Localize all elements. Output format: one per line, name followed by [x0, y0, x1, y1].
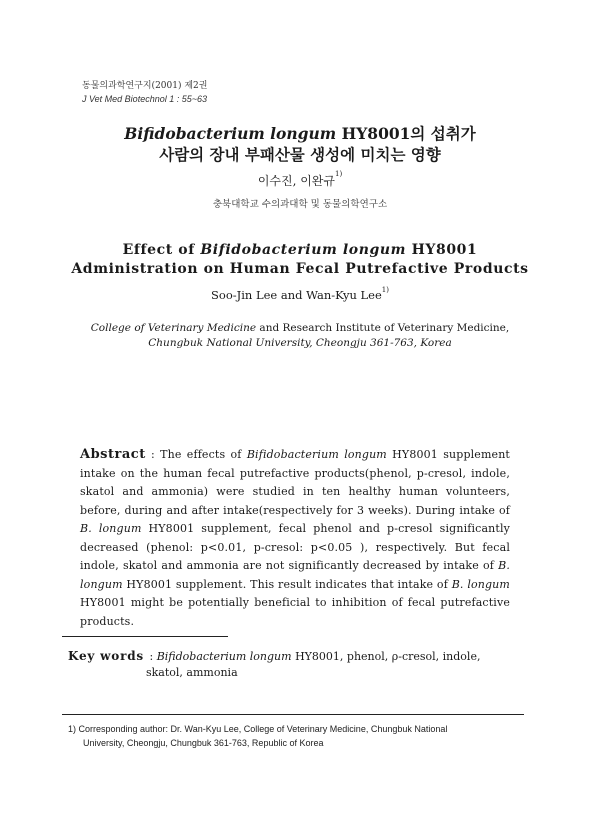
english-affiliation-college: College of Veterinary Medicine — [90, 322, 257, 334]
korean-authors — [0, 172, 600, 189]
english-authors — [0, 288, 600, 302]
english-author-footnote-mark: 1) — [381, 286, 389, 294]
abstract-text-1: : The effects of — [145, 448, 247, 461]
korean-author-names: 이수진, 이완규 — [257, 174, 335, 188]
korean-title-rest: HY8001의 섭취가 — [336, 124, 476, 143]
footnote-divider — [62, 714, 524, 715]
english-title-species: Bifidobacterium longum — [200, 242, 407, 258]
keywords-label: Key words — [68, 649, 144, 663]
english-affiliation-rest: and Research Institute of Veterinary Medicine, — [256, 322, 510, 334]
english-title-line2: Administration on Human Fecal Putrefactive Products — [71, 261, 529, 277]
korean-author-footnote-mark: 1) — [335, 170, 343, 178]
abstract-species-3: B. longum — [80, 559, 510, 591]
abstract-species-1: Bifidobacterium longum — [246, 448, 387, 461]
abstract-species-4: B. longum — [451, 577, 510, 591]
korean-title-line1 — [0, 123, 600, 144]
abstract-text-4: HY8001 supplement. This result indicates that intake of — [122, 577, 452, 591]
english-author-names: Soo-Jin Lee and Wan-Kyu Lee — [211, 288, 382, 302]
abstract-text-3: HY8001 supplement, fecal phenol and p-cresol significantly decreased (phenol: p<0.01, p-cresol: p<0.05 ), respectively. But fecal indole, skatol and ammonia are not significantly decreased by intake of — [80, 522, 510, 572]
english-title-prefix: Effect of — [122, 242, 201, 258]
keywords-colon: : — [146, 650, 157, 663]
footnote — [68, 722, 528, 750]
abstract-text-2: HY8001 supplement intake on the human fecal putrefactive products(phenol, p-cresol, indole, skatol and ammonia) were studied in ten healthy human volunteers, before, during and after intake(respectively for 3 weeks). During intake of — [80, 448, 511, 517]
english-affiliation-university: Chungbuk National University, Cheongju 361-763, Korea — [148, 337, 452, 349]
abstract-species-2: B. longum — [80, 522, 142, 535]
footnote-line1: 1) Corresponding author: Dr. Wan-Kyu Lee, College of Veterinary Medicine, Chungbuk National — [68, 724, 448, 734]
english-affiliation-line2 — [0, 336, 600, 351]
english-title-line1 — [0, 240, 600, 260]
abstract-label: Abstract — [80, 447, 146, 462]
abstract-text-5: HY8001 might be potentially beneficial to inhibition of fecal putrefactive products. — [80, 596, 510, 628]
korean-title-species: Bifidobacterium longum — [124, 124, 337, 143]
keywords-species: Bifidobacterium longum — [156, 650, 292, 663]
footnote-line2: University, Cheongju, Chungbuk 361-763, Republic of Korea — [83, 738, 324, 748]
keywords-block — [68, 648, 523, 681]
journal-name-korean: 동물의과학연구지(2001) 제2권 — [82, 81, 208, 91]
english-title-suffix: HY8001 — [406, 242, 478, 258]
english-affiliation-line1 — [0, 321, 600, 336]
keywords-list-line2: skatol, ammonia — [146, 666, 238, 679]
korean-affiliation: 충북대학교 수의과대학 및 동물의학연구소 — [212, 199, 388, 210]
journal-citation: J Vet Med Biotechnol 1 : 55~63 — [82, 94, 207, 104]
keywords-list: HY8001, phenol, ρ-cresol, indole, — [291, 650, 481, 663]
abstract-divider — [62, 636, 228, 637]
korean-title-line2: 사람의 장내 부패산물 생성에 미치는 영향 — [159, 145, 441, 164]
abstract-paragraph — [80, 446, 510, 631]
